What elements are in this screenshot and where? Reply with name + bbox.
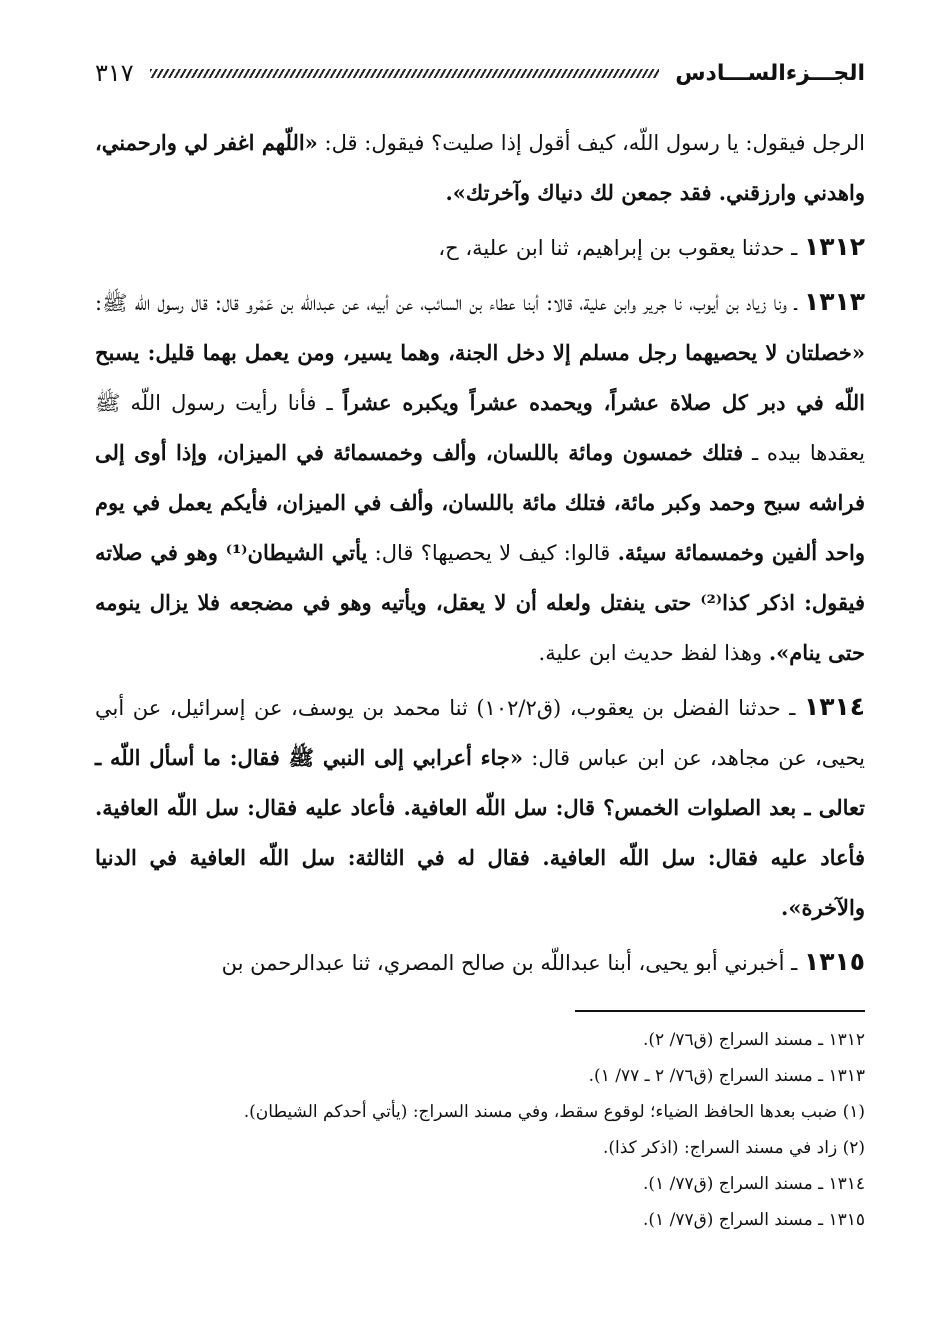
footnotes: [95, 1022, 865, 1238]
footnote-line: (٢) زاد في مسند السراج: (اذكر كذا).: [602, 1138, 865, 1158]
footnote-line: ١٣١٣ ـ مسند السراج (ق٧٦/ ٢ ـ ٧٧/ ١).: [588, 1066, 865, 1086]
footnote-divider: [575, 1010, 865, 1012]
footnote-line: ١٣١٤ ـ مسند السراج (ق٧٧/ ١).: [642, 1174, 865, 1194]
narration-text: ـ أخبرني أبو يحيى، أبنا عبداللّه بن صالح المصري، ثنا عبدالرحمن بن: [221, 951, 804, 975]
text-paragraph: [95, 277, 865, 678]
page-number: ٣١٧: [95, 59, 134, 87]
main-text: [95, 118, 865, 988]
text-paragraph: [95, 682, 865, 933]
header-decorative-rule: [150, 69, 660, 78]
footnote-line: ١٣١٥ ـ مسند السراج (ق٧٧/ ١).: [642, 1210, 865, 1230]
hadith-number: ١٣١٥: [803, 947, 865, 976]
book-page: [95, 50, 865, 1238]
narration-text: ـ حدثنا الفضل بن يعقوب، (ق١٠٢/٢) ثنا محمد بن يوسف، عن إسرائيل، عن أبي يحيى، عن مجاهد، عن ابن عباس قال:: [95, 696, 865, 770]
narration-text: وهذا لفظ حديث ابن علية.: [538, 641, 769, 665]
hadith-text-bold: «جاء أعرابي إلى النبي ﷺ فقال: ما أسأل اللّه ـ تعالى ـ بعد الصلوات الخمس؟ قال: سل اللّه العافية. فأعاد عليه فقال: سل اللّه العافية. فأعاد عليه فقال: سل اللّه العافية. فقال له في الثالثة: سل اللّه العافية في الدنيا والآخرة».: [95, 745, 865, 920]
text-paragraph: [95, 222, 865, 273]
narration-text: الرجل فيقول: يا رسول اللّه، كيف أقول إذا صليت؟ فيقول: قل:: [317, 131, 866, 155]
narration-text: قالوا: كيف لا يحصيها؟ قال:: [367, 541, 618, 565]
narration-text: ـ ونا زياد بن أيوب، نا جرير وابن علية، قالا: أبنا عطاء بن السائب، عن أبيه، عن عبداللّه بن عَمْرو قال: قال رسول اللّه ﷺ:: [95, 291, 804, 315]
narration-text: ـ فأنا رأيت رسول اللّه ﷺ يعقدها بيده ـ: [95, 391, 865, 465]
text-paragraph: [95, 118, 865, 218]
footnote-line: ١٣١٢ ـ مسند السراج (ق٧٦/ ٢).: [642, 1030, 865, 1050]
hadith-text-bold: «اللّهم اغفر لي وارحمني، واهدني وارزقني. فقد جمعن لك دنياك وآخرتك».: [95, 130, 865, 205]
page-header: [95, 50, 865, 96]
footnote-line: (١) ضبب بعدها الحافظ الضياء؛ لوقوع سقط، وفي مسند السراج: (يأتي أحدكم الشيطان).: [243, 1102, 865, 1122]
text-paragraph: [95, 937, 865, 988]
hadith-number: ١٣١٣: [803, 287, 865, 316]
narration-text: ـ حدثنا يعقوب بن إبراهيم، ثنا ابن علية، ح،: [438, 236, 804, 260]
hadith-text-bold: «خصلتان لا يحصيهما رجل مسلم إلا دخل الجنة، وهما يسير، ومن يعمل بهما قليل: يسبح اللّه في دبر كل صلاة عشراً، ويحمده عشراً ويكبره عشراً: [95, 340, 866, 415]
hadith-number: ١٣١٤: [803, 692, 865, 721]
running-title: الجـــزءالســـادس: [675, 60, 865, 86]
hadith-number: ١٣١٢: [803, 232, 865, 261]
hadith-text-bold: فتلك خمسون ومائة باللسان، وألف وخمسمائة في الميزان، وإذا أوى إلى فراشه سبح وحمد وكبر مائة، فتلك مائة باللسان، وألف في الميزان، فأيكم يعمل في يوم واحد ألفين وخمسمائة سيئة.: [95, 440, 865, 565]
hadith-text-bold: يأتي الشيطان⁽¹⁾ وهو في صلاته فيقول: اذكر كذا⁽²⁾ حتى ينفتل ولعله أن لا يعقل، ويأتيه وهو في مضجعه فلا يزال ينومه حتى ينام».: [95, 540, 866, 665]
